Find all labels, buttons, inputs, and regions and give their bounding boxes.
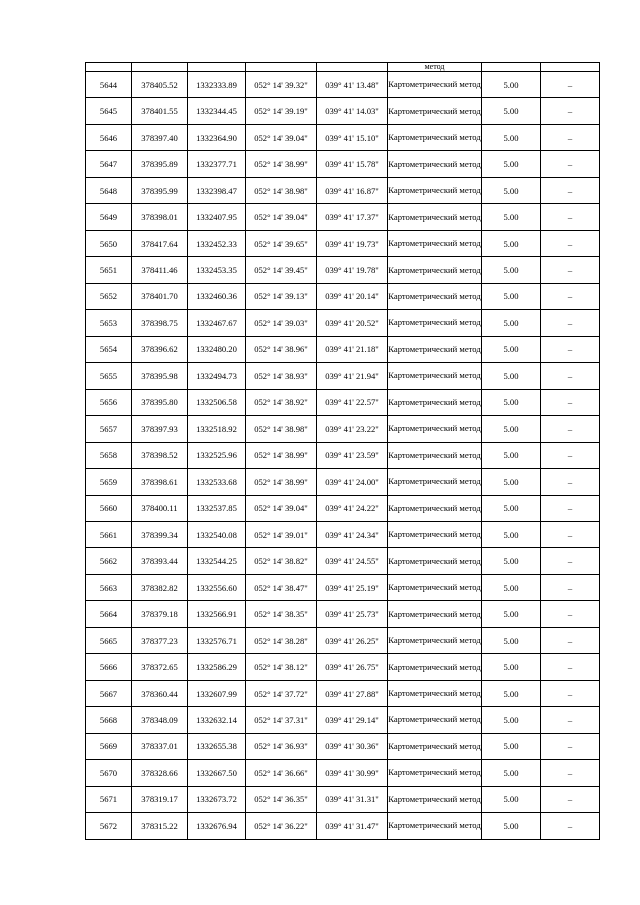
cell-longitude: 039° 41' 24.34" bbox=[317, 521, 388, 547]
cell-latitude: 052° 14' 38.35" bbox=[246, 601, 317, 627]
cell-x-coordinate: 378328.66 bbox=[132, 760, 188, 786]
cell-latitude: 052° 14' 38.96" bbox=[246, 336, 317, 362]
cell-longitude: 039° 41' 19.78" bbox=[317, 257, 388, 283]
cell-longitude: 039° 41' 15.10" bbox=[317, 124, 388, 150]
cell-method-continuation: метод bbox=[388, 63, 482, 72]
cell-accuracy: 5.00 bbox=[482, 733, 541, 759]
cell-accuracy: 5.00 bbox=[482, 760, 541, 786]
cell-y-coordinate: 1332655.38 bbox=[188, 733, 246, 759]
cell-method: Картометрический метод bbox=[388, 310, 482, 336]
cell-method: Картометрический метод bbox=[388, 707, 482, 733]
cell-accuracy: 5.00 bbox=[482, 601, 541, 627]
table-row bbox=[86, 416, 600, 442]
cell-x-coordinate: 378397.40 bbox=[132, 124, 188, 150]
cell-point-number: 5650 bbox=[86, 230, 132, 256]
cell-latitude: 052° 14' 37.31" bbox=[246, 707, 317, 733]
cell-note: – bbox=[541, 177, 600, 203]
cell-note: – bbox=[541, 680, 600, 706]
cell-latitude: 052° 14' 38.98" bbox=[246, 416, 317, 442]
cell-x-coordinate: 378348.09 bbox=[132, 707, 188, 733]
cell-x-coordinate: 378337.01 bbox=[132, 733, 188, 759]
cell-latitude: 052° 14' 39.04" bbox=[246, 124, 317, 150]
cell-accuracy: 5.00 bbox=[482, 98, 541, 124]
cell-method: Картометрический метод bbox=[388, 469, 482, 495]
cell-point-number: 5671 bbox=[86, 786, 132, 812]
cell-point-number: 5649 bbox=[86, 204, 132, 230]
table-row bbox=[86, 283, 600, 309]
cell-y-coordinate: 1332377.71 bbox=[188, 151, 246, 177]
table-row bbox=[86, 230, 600, 256]
cell-x-coordinate: 378405.52 bbox=[132, 72, 188, 98]
cell-y-coordinate: 1332566.91 bbox=[188, 601, 246, 627]
cell-note: – bbox=[541, 98, 600, 124]
cell-note: – bbox=[541, 151, 600, 177]
cell-longitude: 039° 41' 26.75" bbox=[317, 654, 388, 680]
table-row bbox=[86, 257, 600, 283]
cell-accuracy: 5.00 bbox=[482, 574, 541, 600]
cell-accuracy: 5.00 bbox=[482, 283, 541, 309]
table-row bbox=[86, 521, 600, 547]
cell-method: Картометрический метод bbox=[388, 363, 482, 389]
cell-latitude: 052° 14' 39.13" bbox=[246, 283, 317, 309]
cell-note: – bbox=[541, 548, 600, 574]
table-row bbox=[86, 72, 600, 98]
cell-y-coordinate: 1332544.25 bbox=[188, 548, 246, 574]
cell-method: Картометрический метод bbox=[388, 521, 482, 547]
cell-note: – bbox=[541, 363, 600, 389]
cell-method: Картометрический метод bbox=[388, 442, 482, 468]
cell-longitude: 039° 41' 26.25" bbox=[317, 627, 388, 653]
cell-y-coordinate: 1332537.85 bbox=[188, 495, 246, 521]
cell-y-coordinate: 1332586.29 bbox=[188, 654, 246, 680]
cell-point-number: 5665 bbox=[86, 627, 132, 653]
table-row bbox=[86, 548, 600, 574]
table-row bbox=[86, 707, 600, 733]
table-row bbox=[86, 680, 600, 706]
cell-method: Картометрический метод bbox=[388, 760, 482, 786]
cell-x-coordinate: 378398.01 bbox=[132, 204, 188, 230]
cell-accuracy: 5.00 bbox=[482, 813, 541, 839]
cell-y-coordinate: 1332494.73 bbox=[188, 363, 246, 389]
cell-method: Картометрический метод bbox=[388, 680, 482, 706]
table-row bbox=[86, 813, 600, 839]
cell-longitude: 039° 41' 31.31" bbox=[317, 786, 388, 812]
cell-empty bbox=[132, 63, 188, 72]
cell-x-coordinate: 378395.98 bbox=[132, 363, 188, 389]
cell-x-coordinate: 378395.80 bbox=[132, 389, 188, 415]
cell-accuracy: 5.00 bbox=[482, 786, 541, 812]
table-row bbox=[86, 204, 600, 230]
cell-longitude: 039° 41' 20.14" bbox=[317, 283, 388, 309]
cell-point-number: 5657 bbox=[86, 416, 132, 442]
table-row bbox=[86, 442, 600, 468]
cell-note: – bbox=[541, 786, 600, 812]
cell-x-coordinate: 378372.65 bbox=[132, 654, 188, 680]
cell-accuracy: 5.00 bbox=[482, 124, 541, 150]
cell-method: Картометрический метод bbox=[388, 151, 482, 177]
cell-empty bbox=[541, 63, 600, 72]
cell-note: – bbox=[541, 574, 600, 600]
cell-point-number: 5647 bbox=[86, 151, 132, 177]
cell-x-coordinate: 378411.46 bbox=[132, 257, 188, 283]
cell-accuracy: 5.00 bbox=[482, 151, 541, 177]
cell-y-coordinate: 1332467.67 bbox=[188, 310, 246, 336]
cell-accuracy: 5.00 bbox=[482, 469, 541, 495]
cell-longitude: 039° 41' 25.19" bbox=[317, 574, 388, 600]
cell-accuracy: 5.00 bbox=[482, 363, 541, 389]
cell-longitude: 039° 41' 16.87" bbox=[317, 177, 388, 203]
cell-method: Картометрический метод bbox=[388, 574, 482, 600]
cell-y-coordinate: 1332480.20 bbox=[188, 336, 246, 362]
cell-point-number: 5651 bbox=[86, 257, 132, 283]
cell-y-coordinate: 1332460.36 bbox=[188, 283, 246, 309]
cell-longitude: 039° 41' 19.73" bbox=[317, 230, 388, 256]
cell-longitude: 039° 41' 21.18" bbox=[317, 336, 388, 362]
cell-point-number: 5664 bbox=[86, 601, 132, 627]
cell-y-coordinate: 1332673.72 bbox=[188, 786, 246, 812]
cell-longitude: 039° 41' 24.22" bbox=[317, 495, 388, 521]
cell-latitude: 052° 14' 39.19" bbox=[246, 98, 317, 124]
cell-method: Картометрический метод bbox=[388, 204, 482, 230]
cell-accuracy: 5.00 bbox=[482, 707, 541, 733]
cell-longitude: 039° 41' 31.47" bbox=[317, 813, 388, 839]
cell-latitude: 052° 14' 36.66" bbox=[246, 760, 317, 786]
cell-accuracy: 5.00 bbox=[482, 495, 541, 521]
cell-latitude: 052° 14' 36.22" bbox=[246, 813, 317, 839]
table-row bbox=[86, 151, 600, 177]
cell-point-number: 5669 bbox=[86, 733, 132, 759]
cell-latitude: 052° 14' 38.12" bbox=[246, 654, 317, 680]
cell-x-coordinate: 378400.11 bbox=[132, 495, 188, 521]
cell-longitude: 039° 41' 30.36" bbox=[317, 733, 388, 759]
cell-accuracy: 5.00 bbox=[482, 680, 541, 706]
cell-latitude: 052° 14' 38.47" bbox=[246, 574, 317, 600]
cell-point-number: 5654 bbox=[86, 336, 132, 362]
cell-empty bbox=[246, 63, 317, 72]
table-row bbox=[86, 98, 600, 124]
cell-method: Картометрический метод bbox=[388, 654, 482, 680]
cell-point-number: 5652 bbox=[86, 283, 132, 309]
cell-latitude: 052° 14' 39.45" bbox=[246, 257, 317, 283]
cell-accuracy: 5.00 bbox=[482, 627, 541, 653]
cell-point-number: 5663 bbox=[86, 574, 132, 600]
table-row bbox=[86, 786, 600, 812]
cell-point-number: 5653 bbox=[86, 310, 132, 336]
cell-y-coordinate: 1332333.89 bbox=[188, 72, 246, 98]
cell-y-coordinate: 1332518.92 bbox=[188, 416, 246, 442]
cell-x-coordinate: 378398.61 bbox=[132, 469, 188, 495]
cell-note: – bbox=[541, 310, 600, 336]
cell-method: Картометрический метод bbox=[388, 177, 482, 203]
cell-latitude: 052° 14' 38.99" bbox=[246, 442, 317, 468]
cell-latitude: 052° 14' 38.99" bbox=[246, 469, 317, 495]
cell-y-coordinate: 1332398.47 bbox=[188, 177, 246, 203]
cell-x-coordinate: 378398.52 bbox=[132, 442, 188, 468]
cell-latitude: 052° 14' 37.72" bbox=[246, 680, 317, 706]
cell-note: – bbox=[541, 469, 600, 495]
cell-point-number: 5672 bbox=[86, 813, 132, 839]
cell-latitude: 052° 14' 39.65" bbox=[246, 230, 317, 256]
cell-point-number: 5667 bbox=[86, 680, 132, 706]
cell-longitude: 039° 41' 20.52" bbox=[317, 310, 388, 336]
cell-y-coordinate: 1332676.94 bbox=[188, 813, 246, 839]
cell-longitude: 039° 41' 27.88" bbox=[317, 680, 388, 706]
cell-longitude: 039° 41' 22.57" bbox=[317, 389, 388, 415]
cell-note: – bbox=[541, 707, 600, 733]
table-row bbox=[86, 601, 600, 627]
cell-method: Картометрический метод bbox=[388, 733, 482, 759]
cell-latitude: 052° 14' 39.32" bbox=[246, 72, 317, 98]
cell-y-coordinate: 1332506.58 bbox=[188, 389, 246, 415]
cell-point-number: 5646 bbox=[86, 124, 132, 150]
cell-note: – bbox=[541, 336, 600, 362]
cell-point-number: 5666 bbox=[86, 654, 132, 680]
cell-latitude: 052° 14' 36.35" bbox=[246, 786, 317, 812]
cell-x-coordinate: 378401.70 bbox=[132, 283, 188, 309]
cell-y-coordinate: 1332576.71 bbox=[188, 627, 246, 653]
table-row bbox=[86, 310, 600, 336]
cell-note: – bbox=[541, 813, 600, 839]
table-row bbox=[86, 654, 600, 680]
cell-point-number: 5645 bbox=[86, 98, 132, 124]
cell-y-coordinate: 1332607.99 bbox=[188, 680, 246, 706]
cell-accuracy: 5.00 bbox=[482, 204, 541, 230]
cell-accuracy: 5.00 bbox=[482, 177, 541, 203]
cell-y-coordinate: 1332452.33 bbox=[188, 230, 246, 256]
cell-method: Картометрический метод bbox=[388, 257, 482, 283]
cell-empty bbox=[188, 63, 246, 72]
table-row bbox=[86, 495, 600, 521]
cell-y-coordinate: 1332453.35 bbox=[188, 257, 246, 283]
cell-x-coordinate: 378399.34 bbox=[132, 521, 188, 547]
cell-note: – bbox=[541, 416, 600, 442]
cell-latitude: 052° 14' 39.03" bbox=[246, 310, 317, 336]
cell-y-coordinate: 1332540.08 bbox=[188, 521, 246, 547]
cell-latitude: 052° 14' 36.93" bbox=[246, 733, 317, 759]
table-row bbox=[86, 124, 600, 150]
cell-point-number: 5670 bbox=[86, 760, 132, 786]
cell-empty bbox=[317, 63, 388, 72]
cell-accuracy: 5.00 bbox=[482, 416, 541, 442]
cell-x-coordinate: 378393.44 bbox=[132, 548, 188, 574]
cell-point-number: 5658 bbox=[86, 442, 132, 468]
cell-point-number: 5659 bbox=[86, 469, 132, 495]
cell-empty bbox=[482, 63, 541, 72]
cell-y-coordinate: 1332344.45 bbox=[188, 98, 246, 124]
cell-x-coordinate: 378395.89 bbox=[132, 151, 188, 177]
cell-note: – bbox=[541, 760, 600, 786]
table-row bbox=[86, 760, 600, 786]
cell-longitude: 039° 41' 23.59" bbox=[317, 442, 388, 468]
cell-method: Картометрический метод bbox=[388, 98, 482, 124]
cell-longitude: 039° 41' 23.22" bbox=[317, 416, 388, 442]
cell-point-number: 5668 bbox=[86, 707, 132, 733]
cell-longitude: 039° 41' 15.78" bbox=[317, 151, 388, 177]
cell-method: Картометрический метод bbox=[388, 495, 482, 521]
cell-x-coordinate: 378315.22 bbox=[132, 813, 188, 839]
cell-latitude: 052° 14' 38.98" bbox=[246, 177, 317, 203]
cell-note: – bbox=[541, 72, 600, 98]
cell-point-number: 5660 bbox=[86, 495, 132, 521]
cell-longitude: 039° 41' 30.99" bbox=[317, 760, 388, 786]
cell-x-coordinate: 378360.44 bbox=[132, 680, 188, 706]
cell-note: – bbox=[541, 521, 600, 547]
cell-x-coordinate: 378396.62 bbox=[132, 336, 188, 362]
cell-latitude: 052° 14' 38.28" bbox=[246, 627, 317, 653]
cell-latitude: 052° 14' 39.04" bbox=[246, 495, 317, 521]
cell-method: Картометрический метод bbox=[388, 230, 482, 256]
cell-accuracy: 5.00 bbox=[482, 336, 541, 362]
cell-method: Картометрический метод bbox=[388, 283, 482, 309]
cell-note: – bbox=[541, 654, 600, 680]
cell-note: – bbox=[541, 283, 600, 309]
cell-point-number: 5655 bbox=[86, 363, 132, 389]
cell-latitude: 052° 14' 39.01" bbox=[246, 521, 317, 547]
cell-note: – bbox=[541, 601, 600, 627]
cell-latitude: 052° 14' 38.82" bbox=[246, 548, 317, 574]
cell-x-coordinate: 378398.75 bbox=[132, 310, 188, 336]
cell-x-coordinate: 378417.64 bbox=[132, 230, 188, 256]
cell-latitude: 052° 14' 39.04" bbox=[246, 204, 317, 230]
cell-method: Картометрический метод bbox=[388, 416, 482, 442]
cell-method: Картометрический метод bbox=[388, 813, 482, 839]
cell-accuracy: 5.00 bbox=[482, 654, 541, 680]
cell-accuracy: 5.00 bbox=[482, 72, 541, 98]
cell-x-coordinate: 378397.93 bbox=[132, 416, 188, 442]
cell-accuracy: 5.00 bbox=[482, 310, 541, 336]
cell-y-coordinate: 1332533.68 bbox=[188, 469, 246, 495]
cell-accuracy: 5.00 bbox=[482, 548, 541, 574]
cell-longitude: 039° 41' 24.55" bbox=[317, 548, 388, 574]
cell-longitude: 039° 41' 13.48" bbox=[317, 72, 388, 98]
table-row bbox=[86, 627, 600, 653]
cell-y-coordinate: 1332407.95 bbox=[188, 204, 246, 230]
cell-note: – bbox=[541, 495, 600, 521]
cell-y-coordinate: 1332632.14 bbox=[188, 707, 246, 733]
cell-point-number: 5644 bbox=[86, 72, 132, 98]
cell-note: – bbox=[541, 389, 600, 415]
document-page bbox=[85, 62, 599, 840]
table-body bbox=[86, 63, 600, 840]
cell-latitude: 052° 14' 38.92" bbox=[246, 389, 317, 415]
cell-y-coordinate: 1332364.90 bbox=[188, 124, 246, 150]
cell-note: – bbox=[541, 733, 600, 759]
table-row bbox=[86, 574, 600, 600]
table-row bbox=[86, 389, 600, 415]
coordinates-table bbox=[85, 62, 600, 840]
cell-longitude: 039° 41' 14.03" bbox=[317, 98, 388, 124]
cell-x-coordinate: 378379.18 bbox=[132, 601, 188, 627]
cell-x-coordinate: 378401.55 bbox=[132, 98, 188, 124]
cell-method: Картометрический метод bbox=[388, 389, 482, 415]
cell-point-number: 5648 bbox=[86, 177, 132, 203]
continuation-row bbox=[86, 63, 600, 72]
cell-y-coordinate: 1332525.96 bbox=[188, 442, 246, 468]
cell-latitude: 052° 14' 38.99" bbox=[246, 151, 317, 177]
table-row bbox=[86, 336, 600, 362]
cell-method: Картометрический метод bbox=[388, 124, 482, 150]
cell-point-number: 5661 bbox=[86, 521, 132, 547]
cell-longitude: 039° 41' 24.00" bbox=[317, 469, 388, 495]
cell-empty bbox=[86, 63, 132, 72]
table-row bbox=[86, 469, 600, 495]
cell-x-coordinate: 378319.17 bbox=[132, 786, 188, 812]
cell-accuracy: 5.00 bbox=[482, 389, 541, 415]
cell-method: Картометрический метод bbox=[388, 336, 482, 362]
cell-method: Картометрический метод bbox=[388, 627, 482, 653]
cell-longitude: 039° 41' 21.94" bbox=[317, 363, 388, 389]
cell-x-coordinate: 378377.23 bbox=[132, 627, 188, 653]
cell-point-number: 5656 bbox=[86, 389, 132, 415]
cell-note: – bbox=[541, 442, 600, 468]
cell-method: Картометрический метод bbox=[388, 786, 482, 812]
cell-longitude: 039° 41' 25.73" bbox=[317, 601, 388, 627]
cell-latitude: 052° 14' 38.93" bbox=[246, 363, 317, 389]
cell-accuracy: 5.00 bbox=[482, 521, 541, 547]
cell-note: – bbox=[541, 124, 600, 150]
table-row bbox=[86, 363, 600, 389]
cell-longitude: 039° 41' 29.14" bbox=[317, 707, 388, 733]
cell-method: Картометрический метод bbox=[388, 601, 482, 627]
cell-note: – bbox=[541, 204, 600, 230]
cell-accuracy: 5.00 bbox=[482, 230, 541, 256]
cell-y-coordinate: 1332667.50 bbox=[188, 760, 246, 786]
cell-longitude: 039° 41' 17.37" bbox=[317, 204, 388, 230]
cell-method: Картометрический метод bbox=[388, 548, 482, 574]
cell-x-coordinate: 378382.82 bbox=[132, 574, 188, 600]
cell-point-number: 5662 bbox=[86, 548, 132, 574]
table-row bbox=[86, 733, 600, 759]
cell-note: – bbox=[541, 627, 600, 653]
cell-note: – bbox=[541, 257, 600, 283]
cell-x-coordinate: 378395.99 bbox=[132, 177, 188, 203]
cell-y-coordinate: 1332556.60 bbox=[188, 574, 246, 600]
cell-method: Картометрический метод bbox=[388, 72, 482, 98]
cell-note: – bbox=[541, 230, 600, 256]
table-row bbox=[86, 177, 600, 203]
cell-accuracy: 5.00 bbox=[482, 257, 541, 283]
cell-accuracy: 5.00 bbox=[482, 442, 541, 468]
